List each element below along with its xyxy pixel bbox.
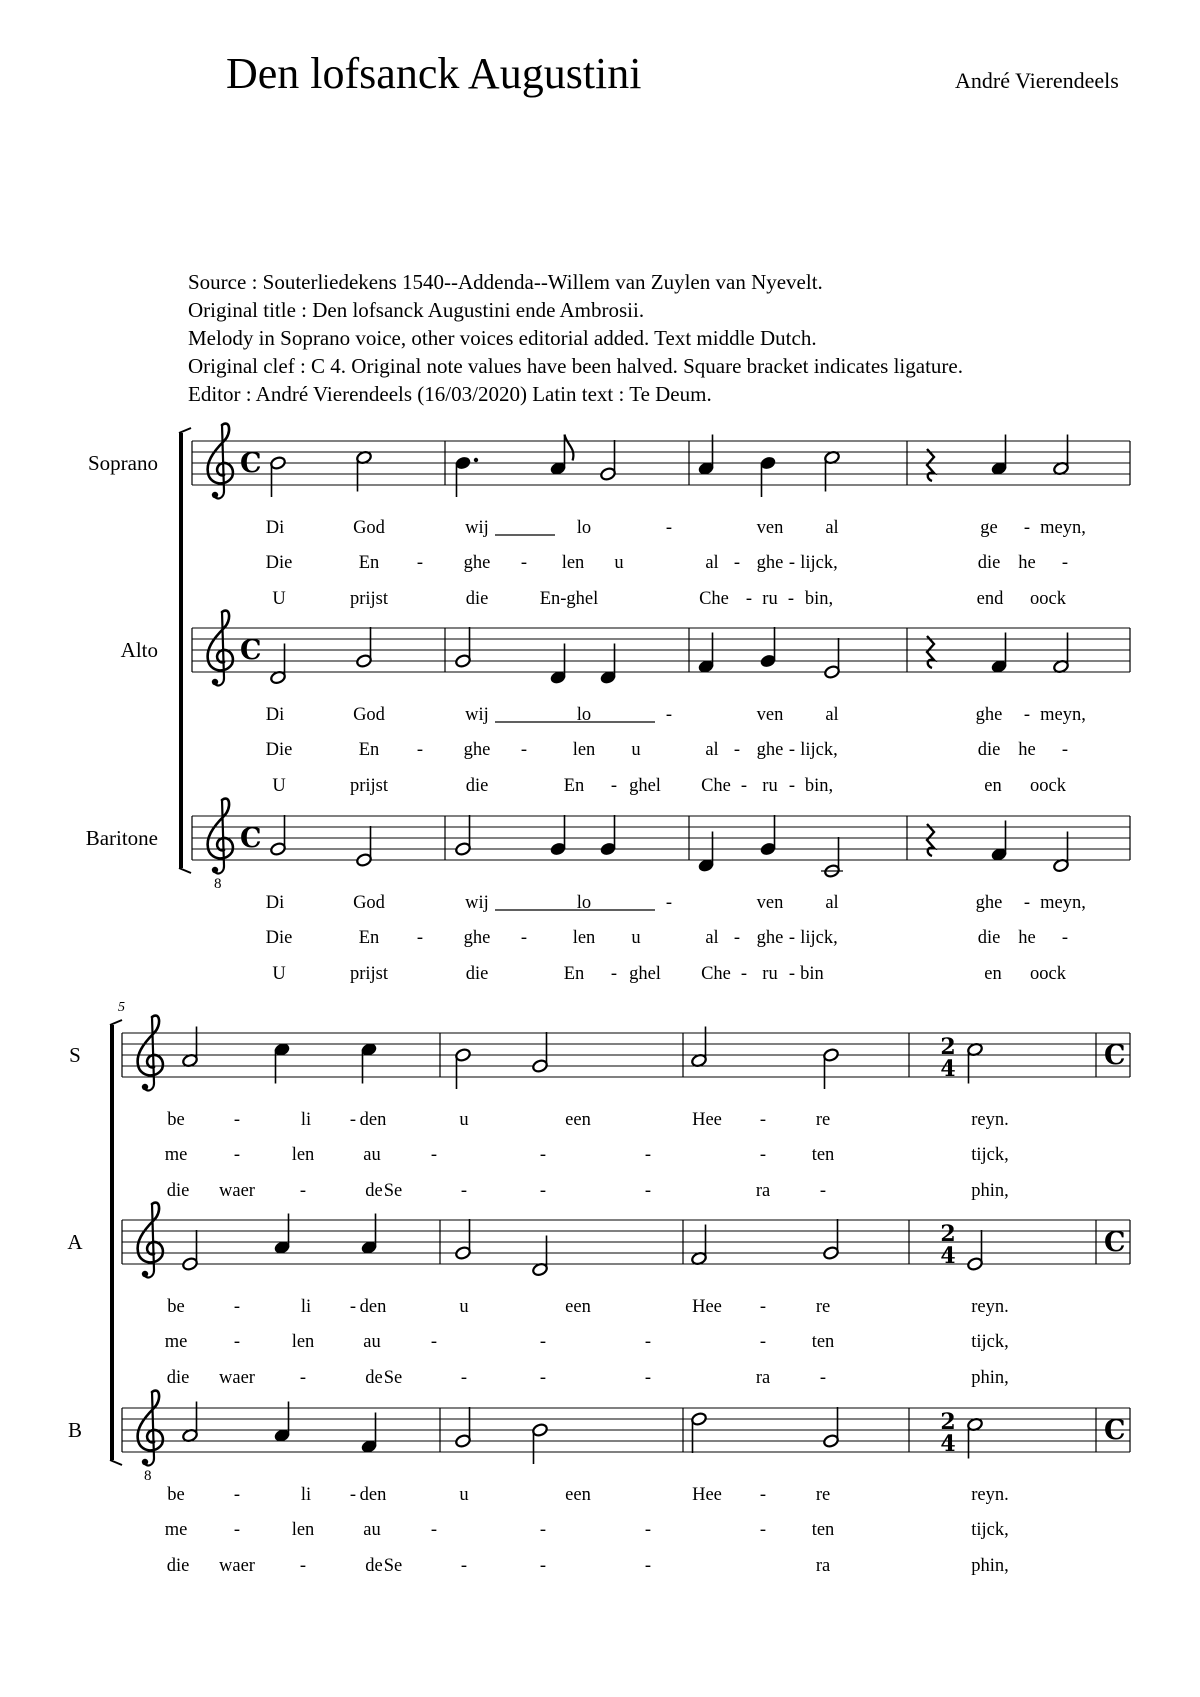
- lyric-syllable: li: [300, 1485, 312, 1505]
- lyric-syllable: ghe: [463, 740, 491, 760]
- lyric-syllable: me: [164, 1145, 188, 1165]
- lyric-syllable: u: [631, 928, 641, 948]
- lyric-syllable: -: [788, 964, 796, 984]
- treble-clef-icon: [208, 799, 233, 874]
- lyric-syllable: wij: [465, 705, 489, 725]
- note-b4-half: [823, 1048, 840, 1089]
- lyric-syllable: -: [233, 1485, 241, 1505]
- lyric-syllable: Che: [701, 776, 731, 796]
- lyric-syllable: den: [359, 1485, 387, 1505]
- lyric-syllable: -: [759, 1110, 767, 1130]
- voice-name: B: [67, 1418, 83, 1442]
- quarter-rest-icon: [927, 449, 934, 481]
- lyric-syllable: -: [733, 740, 741, 760]
- octave-8-mark: 8: [144, 1468, 152, 1484]
- lyric-syllable: En: [358, 553, 380, 573]
- lyric-syllable: al: [825, 518, 839, 538]
- lyric-syllable: len: [561, 553, 585, 573]
- note-g4-half: [823, 1219, 840, 1260]
- lyric-syllable: -: [644, 1368, 652, 1388]
- lyric-syllable: en: [984, 776, 1002, 796]
- lyric-syllable: den: [359, 1297, 387, 1317]
- octave-8-mark: 8: [214, 876, 222, 892]
- note-b4-half: [455, 1048, 472, 1089]
- lyric-syllable: -: [233, 1145, 241, 1165]
- lyric-syllable: die: [977, 928, 1001, 948]
- lyric-syllable: bin: [800, 964, 824, 984]
- lyric-syllable: ghel: [629, 964, 661, 984]
- lyric-syllable: ghe: [975, 893, 1003, 913]
- lyric-syllable: Di: [265, 705, 285, 725]
- lyric-syllable: -: [349, 1297, 357, 1317]
- measure-number: 5: [118, 1000, 125, 1015]
- note-melody: Melody in Soprano voice, other voices editorial added. Text middle Dutch.: [188, 326, 817, 350]
- lyric-syllable: -: [299, 1368, 307, 1388]
- note-g4-quarter: [600, 815, 617, 856]
- lyric-syllable: au: [363, 1332, 381, 1352]
- lyric-syllable: tijck,: [971, 1145, 1009, 1165]
- lyric-syllable: Hee: [692, 1110, 722, 1130]
- lyric-syllable: -: [299, 1181, 307, 1201]
- lyric-syllable: ghe: [756, 928, 784, 948]
- lyric-syllable: -: [733, 553, 741, 573]
- lyric-syllable: -: [430, 1145, 438, 1165]
- lyric-syllable: lo: [576, 893, 592, 913]
- lyric-syllable: al: [705, 740, 719, 760]
- lyric-syllable: phin,: [971, 1181, 1009, 1201]
- lyric-syllable: -: [644, 1145, 652, 1165]
- lyric-syllable: len: [291, 1145, 315, 1165]
- lyric-syllable: tijck,: [971, 1520, 1009, 1540]
- lyric-syllable: ghe: [463, 553, 491, 573]
- lyric-syllable: -: [787, 589, 795, 609]
- lyric-syllable: reyn.: [971, 1110, 1009, 1130]
- lyric-syllable: -: [665, 518, 673, 538]
- lyric-syllable: de: [365, 1181, 383, 1201]
- lyric-syllable: wij: [465, 518, 489, 538]
- lyric-syllable: -: [759, 1297, 767, 1317]
- lyric-syllable: -: [520, 740, 528, 760]
- lyric-syllable: ten: [811, 1520, 835, 1540]
- note-g4-half: [356, 627, 373, 668]
- lyric-syllable: tijck,: [971, 1332, 1009, 1352]
- lyric-syllable: ra: [755, 1181, 771, 1201]
- lyric-syllable: -: [788, 776, 796, 796]
- note-g4-half: [600, 440, 617, 481]
- lyric-syllable: -: [460, 1556, 468, 1576]
- lyric-syllable: lijck,: [800, 928, 838, 948]
- lyric-syllable: Se: [383, 1181, 403, 1201]
- note-g4-quarter: [760, 815, 777, 856]
- treble-clef-icon: [208, 611, 233, 686]
- lyric-syllable: -: [610, 776, 618, 796]
- lyric-syllable: u: [631, 740, 641, 760]
- lyric-syllable: En: [358, 928, 380, 948]
- voice-name: Soprano: [88, 451, 158, 475]
- lyric-syllable: U: [272, 776, 286, 796]
- voice-name: A: [67, 1230, 83, 1254]
- lyric-syllable: God: [353, 518, 385, 538]
- lyric-syllable: meyn,: [1040, 518, 1086, 538]
- note-e4-half: [824, 638, 841, 679]
- bracket-top: [179, 428, 191, 433]
- lyric-syllable: -: [233, 1332, 241, 1352]
- lyric-syllable: Die: [265, 928, 293, 948]
- lyric-syllable: den: [359, 1110, 387, 1130]
- note-clef: Original clef : C 4. Original note values have been halved. Square bracket indicates ligature.: [188, 354, 963, 378]
- lyric-syllable: ghe: [756, 740, 784, 760]
- lyric-syllable: meyn,: [1040, 705, 1086, 725]
- lyric-syllable: -: [1023, 518, 1031, 538]
- lyric-syllable: En: [358, 740, 380, 760]
- lyric-syllable: waer: [219, 1181, 255, 1201]
- lyric-syllable: -: [539, 1332, 547, 1352]
- lyric-syllable: oock: [1030, 964, 1066, 984]
- note-e4-half: [182, 1230, 199, 1271]
- lyric-syllable: len: [572, 928, 596, 948]
- treble-clef-icon: [138, 1016, 163, 1091]
- lyric-syllable: lo: [576, 705, 592, 725]
- lyric-syllable: al: [705, 553, 719, 573]
- lyric-syllable: -: [1061, 740, 1069, 760]
- lyric-syllable: Che: [701, 964, 731, 984]
- note-b4-dotted-quarter: [455, 456, 479, 497]
- lyric-syllable: he: [1018, 928, 1036, 948]
- lyric-syllable: -: [460, 1368, 468, 1388]
- lyric-syllable: -: [644, 1332, 652, 1352]
- bracket-top: [110, 1020, 122, 1025]
- lyric-syllable: -: [416, 553, 424, 573]
- lyric-syllable: ra: [755, 1368, 771, 1388]
- lyric-syllable: Di: [265, 518, 285, 538]
- lyric-syllable: -: [233, 1520, 241, 1540]
- lyric-syllable: ghel: [629, 776, 661, 796]
- time-sig-bottom: 4: [940, 1243, 956, 1269]
- note-g4-quarter: [760, 627, 777, 668]
- lyric-syllable: En: [563, 776, 585, 796]
- lyric-syllable: -: [740, 964, 748, 984]
- lyric-syllable: Che: [699, 589, 729, 609]
- common-time-icon: C: [1104, 1415, 1126, 1446]
- lyric-syllable: -: [644, 1181, 652, 1201]
- lyric-syllable: al: [825, 893, 839, 913]
- voice-name: S: [69, 1043, 81, 1067]
- lyric-syllable: ra: [815, 1556, 831, 1576]
- lyric-syllable: -: [788, 928, 796, 948]
- lyric-syllable: -: [644, 1520, 652, 1540]
- lyric-syllable: de: [365, 1368, 383, 1388]
- lyric-syllable: al: [825, 705, 839, 725]
- lyric-syllable: -: [665, 705, 673, 725]
- lyric-syllable: bin,: [804, 776, 834, 796]
- lyric-syllable: En: [563, 964, 585, 984]
- note-editor: Editor : André Vierendeels (16/03/2020) Latin text : Te Deum.: [188, 382, 712, 406]
- lyric-syllable: -: [759, 1332, 767, 1352]
- lyric-syllable: een: [565, 1110, 591, 1130]
- treble-clef-icon: [208, 424, 233, 499]
- lyric-syllable: len: [572, 740, 596, 760]
- note-g4-half: [532, 1032, 549, 1073]
- lyric-syllable: -: [665, 893, 673, 913]
- lyric-syllable: -: [349, 1110, 357, 1130]
- lyric-syllable: lijck,: [800, 553, 838, 573]
- note-g4-half: [455, 627, 472, 668]
- lyric-syllable: En-ghel: [539, 589, 599, 609]
- lyric-syllable: -: [788, 740, 796, 760]
- lyric-syllable: ven: [756, 518, 784, 538]
- lyric-syllable: een: [565, 1297, 591, 1317]
- lyric-syllable: die: [166, 1368, 190, 1388]
- bracket-bottom: [110, 1460, 122, 1465]
- lyric-syllable: -: [1061, 553, 1069, 573]
- lyric-syllable: -: [539, 1181, 547, 1201]
- lyric-syllable: ghe: [975, 705, 1003, 725]
- lyric-syllable: ru: [762, 776, 778, 796]
- lyric-syllable: re: [815, 1297, 831, 1317]
- lyric-syllable: au: [363, 1145, 381, 1165]
- note-e4-half: [967, 1230, 984, 1271]
- lyric-syllable: u: [459, 1485, 469, 1505]
- lyric-syllable: Hee: [692, 1297, 722, 1317]
- lyric-syllable: -: [539, 1368, 547, 1388]
- lyric-syllable: li: [300, 1110, 312, 1130]
- common-time-icon: C: [1104, 1040, 1126, 1071]
- lyric-syllable: ghe: [756, 553, 784, 573]
- voice-name: Alto: [120, 638, 158, 662]
- lyric-syllable: u: [459, 1110, 469, 1130]
- lyric-syllable: len: [291, 1332, 315, 1352]
- lyric-syllable: -: [539, 1520, 547, 1540]
- lyric-syllable: oock: [1030, 776, 1066, 796]
- lyric-syllable: -: [520, 928, 528, 948]
- lyric-syllable: reyn.: [971, 1297, 1009, 1317]
- common-time-icon: C: [1104, 1227, 1126, 1258]
- lyric-syllable: he: [1018, 740, 1036, 760]
- lyric-syllable: -: [745, 589, 753, 609]
- voice-name: Baritone: [85, 826, 158, 850]
- lyric-syllable: U: [272, 589, 286, 609]
- lyric-syllable: die: [465, 776, 489, 796]
- lyric-syllable: -: [430, 1520, 438, 1540]
- lyric-syllable: Die: [265, 553, 293, 573]
- lyric-syllable: -: [416, 740, 424, 760]
- lyric-syllable: die: [166, 1556, 190, 1576]
- lyric-syllable: be: [167, 1297, 185, 1317]
- note-g4-quarter: [550, 815, 567, 856]
- lyric-syllable: -: [733, 928, 741, 948]
- lyric-syllable: die: [465, 589, 489, 609]
- note-d5-half: [691, 1412, 708, 1453]
- lyric-syllable: he: [1018, 553, 1036, 573]
- lyric-syllable: ru: [762, 589, 778, 609]
- lyric-syllable: een: [565, 1485, 591, 1505]
- lyric-syllable: ghe: [463, 928, 491, 948]
- common-time-icon: C: [240, 448, 262, 479]
- lyric-syllable: U: [272, 964, 286, 984]
- lyric-syllable: die: [166, 1181, 190, 1201]
- lyric-syllable: -: [759, 1485, 767, 1505]
- lyric-syllable: waer: [219, 1368, 255, 1388]
- lyric-syllable: -: [233, 1110, 241, 1130]
- lyric-syllable: -: [460, 1181, 468, 1201]
- lyric-syllable: al: [705, 928, 719, 948]
- time-sig-bottom: 4: [940, 1431, 956, 1457]
- lyric-syllable: u: [459, 1297, 469, 1317]
- lyric-syllable: -: [1023, 705, 1031, 725]
- lyric-syllable: phin,: [971, 1368, 1009, 1388]
- note-g4-half: [270, 815, 287, 856]
- lyric-syllable: -: [539, 1145, 547, 1165]
- lyric-syllable: u: [614, 553, 624, 573]
- time-sig-top: 2: [940, 1034, 956, 1060]
- lyric-syllable: re: [815, 1485, 831, 1505]
- lyric-syllable: -: [430, 1332, 438, 1352]
- lyric-syllable: re: [815, 1110, 831, 1130]
- common-time-icon: C: [240, 635, 262, 666]
- lyric-syllable: prijst: [349, 589, 389, 609]
- quarter-rest-icon: [927, 824, 934, 856]
- time-sig-top: 2: [940, 1409, 956, 1435]
- lyric-syllable: li: [300, 1297, 312, 1317]
- note-b4-quarter: [760, 456, 777, 497]
- lyric-syllable: lo: [576, 518, 592, 538]
- note-b4-half: [270, 456, 287, 497]
- lyric-syllable: -: [759, 1145, 767, 1165]
- lyric-syllable: -: [788, 553, 796, 573]
- lyric-syllable: ten: [811, 1332, 835, 1352]
- lyric-syllable: -: [610, 964, 618, 984]
- lyric-syllable: bin,: [804, 589, 834, 609]
- lyric-syllable: die: [977, 553, 1001, 573]
- lyric-syllable: me: [164, 1520, 188, 1540]
- note-g4-half: [455, 815, 472, 856]
- score-title: Den lofsanck Augustini: [226, 49, 642, 98]
- lyric-syllable: de: [365, 1556, 383, 1576]
- lyric-syllable: au: [363, 1520, 381, 1540]
- lyric-syllable: -: [1023, 893, 1031, 913]
- lyric-syllable: me: [164, 1332, 188, 1352]
- quarter-rest-icon: [927, 636, 934, 668]
- treble-clef-icon: [138, 1391, 163, 1466]
- time-sig-top: 2: [940, 1221, 956, 1247]
- lyric-syllable: die: [465, 964, 489, 984]
- lyric-syllable: -: [349, 1485, 357, 1505]
- lyric-syllable: God: [353, 893, 385, 913]
- lyric-syllable: Hee: [692, 1485, 722, 1505]
- note-g4-half: [823, 1407, 840, 1448]
- note-b4-half: [532, 1423, 549, 1464]
- lyric-syllable: wij: [465, 893, 489, 913]
- lyric-syllable: ven: [756, 893, 784, 913]
- lyric-syllable: -: [819, 1181, 827, 1201]
- note-g4-half: [455, 1219, 472, 1260]
- lyric-syllable: -: [644, 1556, 652, 1576]
- note-e4-half: [356, 826, 373, 867]
- lyric-syllable: oock: [1030, 589, 1066, 609]
- time-sig-bottom: 4: [940, 1056, 956, 1082]
- lyric-syllable: be: [167, 1110, 185, 1130]
- note-c4-half: [821, 837, 843, 878]
- lyric-syllable: reyn.: [971, 1485, 1009, 1505]
- lyric-syllable: prijst: [349, 964, 389, 984]
- common-time-icon: C: [240, 823, 262, 854]
- lyric-syllable: ge: [980, 518, 998, 538]
- lyric-syllable: -: [539, 1556, 547, 1576]
- lyric-syllable: be: [167, 1485, 185, 1505]
- lyric-syllable: -: [416, 928, 424, 948]
- lyric-syllable: prijst: [349, 776, 389, 796]
- composer-name: André Vierendeels: [955, 68, 1119, 93]
- lyric-syllable: -: [299, 1556, 307, 1576]
- lyric-syllable: Se: [383, 1368, 403, 1388]
- note-original-title: Original title : Den lofsanck Augustini ende Ambrosii.: [188, 298, 645, 322]
- lyric-syllable: waer: [219, 1556, 255, 1576]
- lyric-syllable: phin,: [971, 1556, 1009, 1576]
- lyric-syllable: ru: [762, 964, 778, 984]
- lyric-syllable: ven: [756, 705, 784, 725]
- lyric-syllable: die: [977, 740, 1001, 760]
- lyric-syllable: ten: [811, 1145, 835, 1165]
- lyric-syllable: lijck,: [800, 740, 838, 760]
- lyric-syllable: Se: [383, 1556, 403, 1576]
- note-source: Source : Souterliedekens 1540--Addenda--Willem van Zuylen van Nyevelt.: [188, 270, 823, 294]
- lyric-syllable: len: [291, 1520, 315, 1540]
- lyric-syllable: Die: [265, 740, 293, 760]
- lyric-syllable: -: [233, 1297, 241, 1317]
- lyric-syllable: -: [1061, 928, 1069, 948]
- lyric-syllable: end: [976, 589, 1004, 609]
- lyric-syllable: -: [819, 1368, 827, 1388]
- lyric-syllable: Di: [265, 893, 285, 913]
- bracket-bottom: [179, 868, 191, 873]
- lyric-syllable: en: [984, 964, 1002, 984]
- lyric-syllable: -: [520, 553, 528, 573]
- lyric-syllable: -: [759, 1520, 767, 1540]
- treble-clef-icon: [138, 1203, 163, 1278]
- lyric-syllable: meyn,: [1040, 893, 1086, 913]
- lyric-syllable: God: [353, 705, 385, 725]
- lyric-syllable: -: [740, 776, 748, 796]
- note-g4-half: [455, 1407, 472, 1448]
